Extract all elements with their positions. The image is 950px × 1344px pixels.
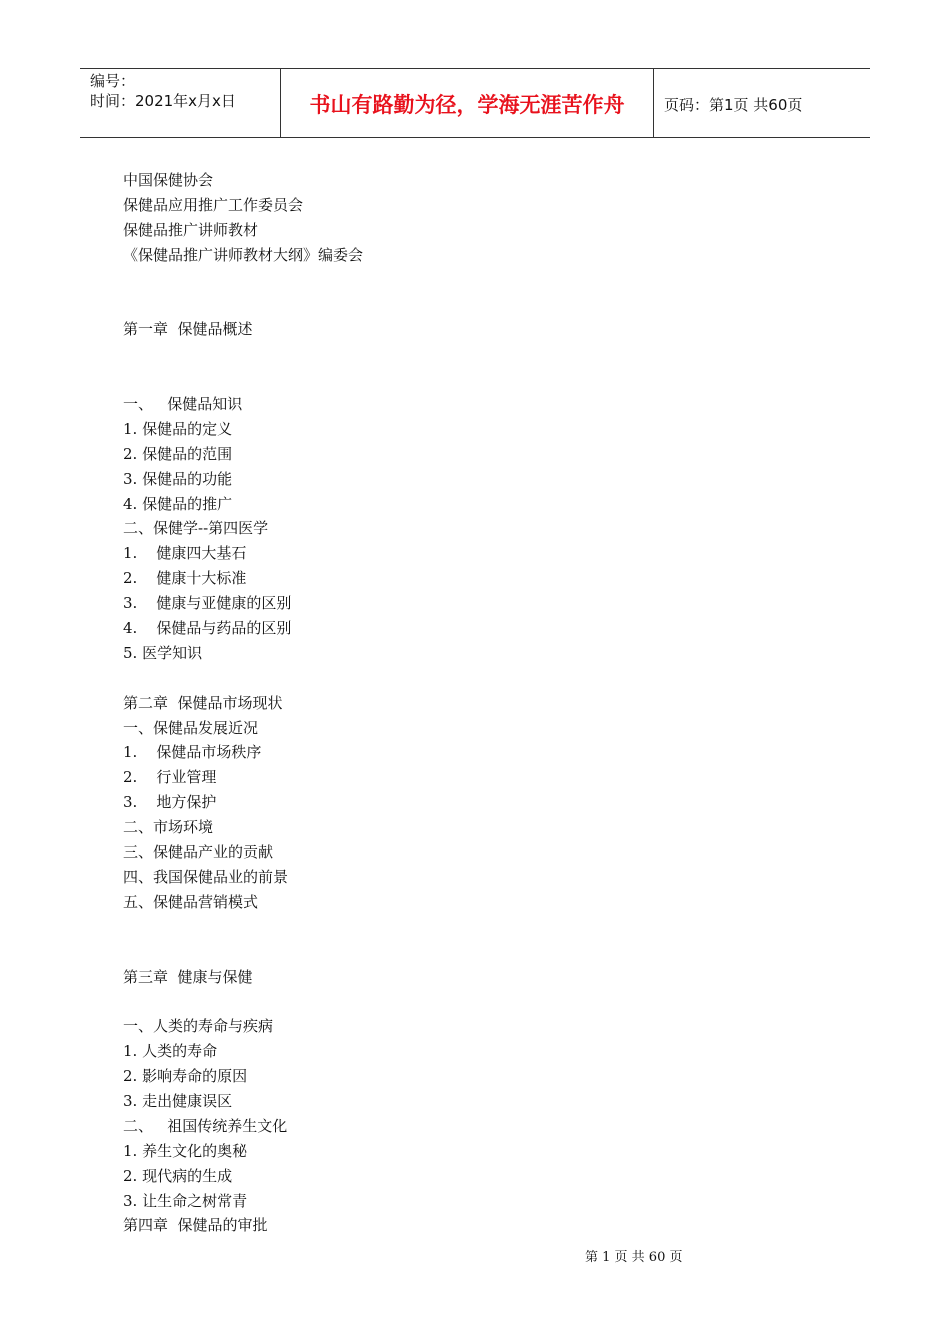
outline-item: 二、市场环境 (123, 818, 214, 837)
document-body (123, 168, 823, 1238)
outline-item: 2. 保健品的范围 (123, 444, 233, 463)
outline-item: 2. 健康十大标准 (123, 569, 247, 588)
header-motto: 书山有路勤为径，学海无涯苦作舟 (281, 69, 654, 137)
outline-item: 二、保健学--第四医学 (123, 519, 269, 538)
outline-item: 一、保健品发展近况 (123, 718, 259, 737)
outline-item: 五、保健品营销模式 (123, 892, 259, 911)
page-header (80, 68, 870, 138)
outline-item: 2. 现代病的生成 (123, 1166, 233, 1185)
outline-item: 1. 保健品的定义 (123, 419, 233, 438)
chapter-title: 第一章 保健品概述 (123, 320, 253, 339)
page-footer: 第 1 页 共 60 页 (585, 1250, 683, 1265)
outline-item: 一、人类的寿命与疾病 (123, 1017, 274, 1036)
outline-item: 二、 祖国传统养生文化 (123, 1116, 288, 1135)
outline-item: 3. 让生命之树常青 (123, 1191, 248, 1210)
outline-item: 1. 健康四大基石 (123, 544, 247, 563)
header-page-info: 页码：第1页 共60页 (664, 95, 803, 114)
outline-item: 1. 养生文化的奥秘 (123, 1141, 248, 1160)
outline-item: 2. 影响寿命的原因 (123, 1067, 248, 1086)
outline-item: 3. 走出健康误区 (123, 1091, 233, 1110)
outline-item: 1. 保健品市场秩序 (123, 743, 262, 762)
outline-item: 5. 医学知识 (123, 643, 203, 662)
outline-item: 三、保健品产业的贡献 (123, 843, 274, 862)
chapter-title: 第三章 健康与保健 (123, 967, 253, 986)
org-line: 《保健品推广讲师教材大纲》编委会 (123, 245, 364, 264)
org-line: 中国保健协会 (123, 171, 214, 189)
outline-item: 3. 保健品的功能 (123, 469, 233, 488)
org-line: 保健品推广讲师教材 (123, 220, 259, 239)
number-label: 编号： (90, 72, 136, 90)
outline-item: 4. 保健品与药品的区别 (123, 619, 292, 638)
outline-item: 一、 保健品知识 (123, 395, 243, 414)
outline-item: 2. 行业管理 (123, 768, 217, 787)
outline-item: 四、我国保健品业的前景 (123, 867, 289, 886)
outline-item: 1. 人类的寿命 (123, 1042, 218, 1061)
org-line: 保健品应用推广工作委员会 (123, 195, 304, 214)
outline-item: 4. 保健品的推广 (123, 494, 233, 513)
header-meta (80, 69, 281, 137)
chapter-title: 第二章 保健品市场现状 (123, 693, 283, 712)
chapter-title: 第四章 保健品的审批 (123, 1216, 268, 1235)
outline-item: 3. 地方保护 (123, 793, 217, 812)
time-label: 时间：2021年x月x日 (90, 92, 236, 110)
outline-item: 3. 健康与亚健康的区别 (123, 594, 292, 613)
